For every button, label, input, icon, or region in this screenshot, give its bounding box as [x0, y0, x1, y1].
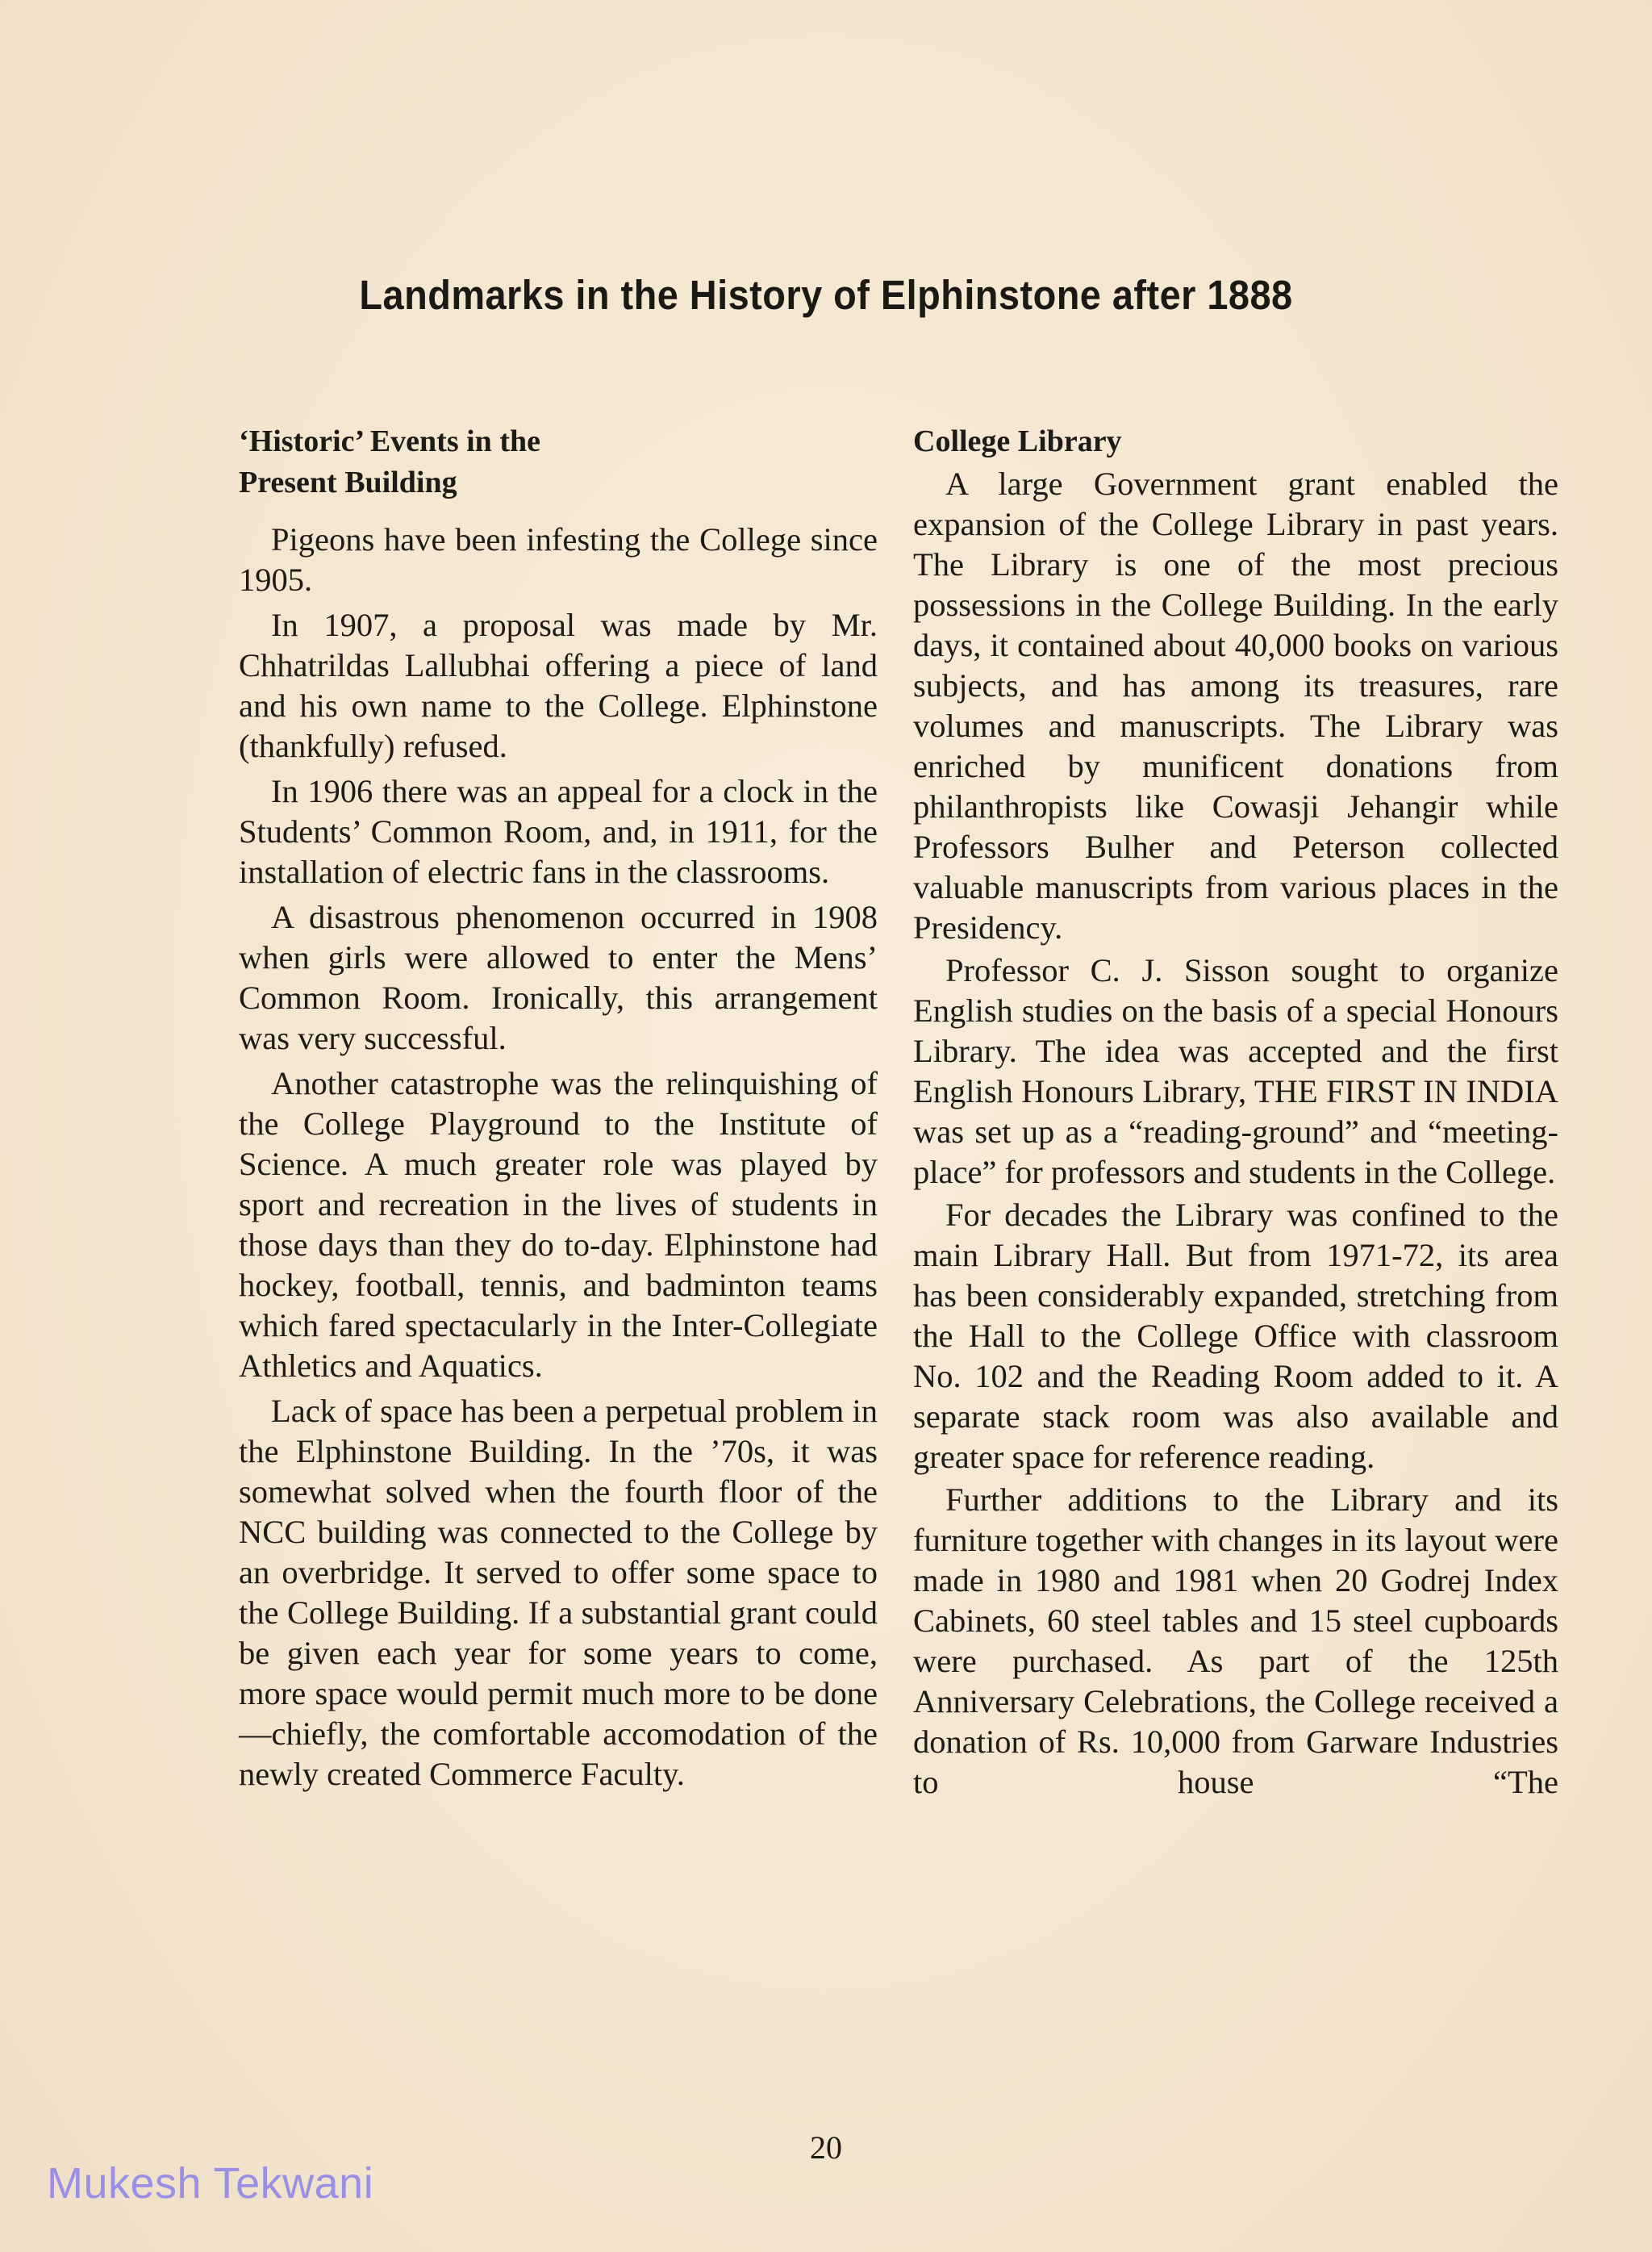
right-column-heading: College Library [913, 424, 1122, 458]
left-heading-line-1: ‘Historic’ Events in the [239, 424, 540, 458]
paragraph: A disastrous phenomenon occurred in 1908 when girls were allowed to enter the Mens’ Common Room. Ironically, this arrangement was very successful. [239, 899, 878, 1056]
watermark-text: Mukesh Tekwani [47, 2159, 374, 2208]
page-title: Landmarks in the History of Elphinstone after 1888 [359, 272, 1293, 318]
paragraph: Another catastrophe was the relinquishing of the College Playground to the Institute of Science. A much greater role was played by sport and recreation in the lives of students in those days than they do to-day. Elphinstone had hockey, football, tennis, and badminton teams which fared spectacularly in the Inter-Collegiate Athletics and Aquatics. [239, 1065, 878, 1384]
left-column-heading [239, 421, 878, 503]
left-heading-line-2: Present Building [239, 466, 457, 499]
paragraph: For decades the Library was confined to the main Library Hall. But from 1971-72, its area has been considerably expanded, stretching from the Hall to the College Office with classroom No. 102 and the Reading Room added to it. A separate stack room was also available and greater space for reference reading. [913, 1197, 1558, 1475]
right-column [913, 421, 1558, 1805]
paragraph: In 1907, a proposal was made by Mr. Chhatrildas Lallubhai offering a piece of land and his own name to the College. Elphinstone (thankfully) refused. [239, 607, 878, 764]
paragraph: Further additions to the Library and its furniture together with changes in its layout were made in 1980 and 1981 when 20 Godrej Index Cabinets, 60 steel tables and 15 steel cupboards were purchased. As part of the 125th Anniversary Celebrations, the College received a donation of Rs. 10,000 from Garware Industries to house “The [913, 1481, 1558, 1800]
paragraph: Lack of space has been a perpetual problem in the Elphinstone Building. In the ’70s, it was somewhat solved when the fourth floor of the NCC building was connected to the College by an overbridge. It served to offer some space to the College Building. If a substantial grant could be given each year for some years to come, more space would permit much more to be done—chiefly, the comfortable accomodation of the newly created Commerce Faculty. [239, 1393, 878, 1792]
left-column [239, 421, 878, 1799]
page-number: 20 [810, 2129, 842, 2166]
paragraph: Professor C. J. Sisson sought to organize English studies on the basis of a special Honours Library. The idea was accepted and the first English Honours Library, THE FIRST IN INDIA was set up as a “reading-ground” and “meeting-place” for professors and students in the College. [913, 952, 1558, 1190]
paragraph: In 1906 there was an appeal for a clock in the Students’ Common Room, and, in 1911, for the installation of electric fans in the classrooms. [239, 773, 878, 890]
paragraph: A large Government grant enabled the expansion of the College Library in past years. The Library is one of the most precious possessions in the College Building. In the early days, it contained about 40,000 books on various subjects, and has among its treasures, rare volumes and manuscripts. The Library was enriched by munificent donations from philanthropists like Cowasji Jehangir while Professors Bulher and Peterson collected valuable manuscripts from various places in the Presidency. [913, 466, 1558, 946]
paragraph: Pigeons have been infesting the College since 1905. [239, 521, 878, 598]
